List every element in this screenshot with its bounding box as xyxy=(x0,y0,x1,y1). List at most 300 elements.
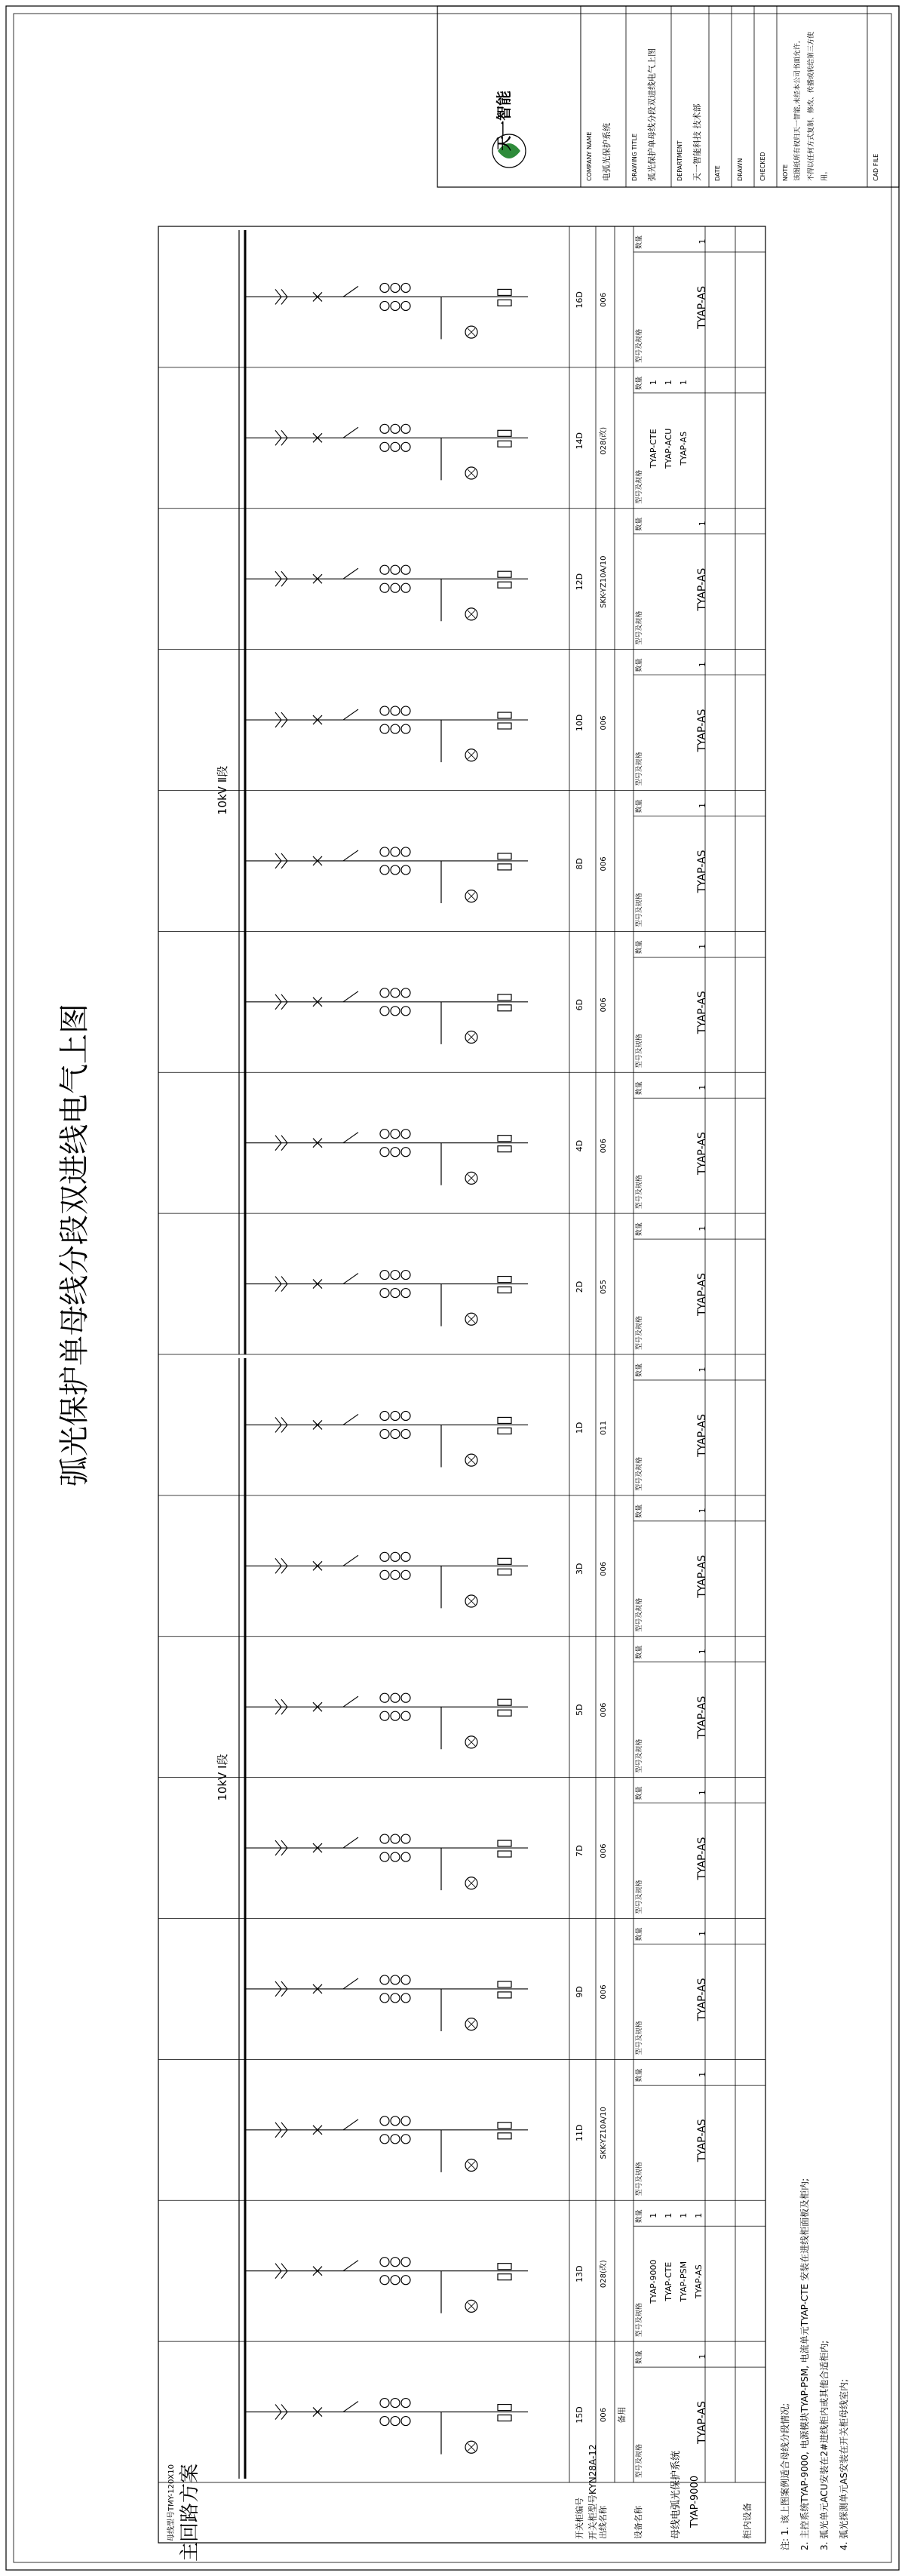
cabinet-4D xyxy=(158,1072,765,1209)
cabinet-number: 11D xyxy=(575,2124,584,2142)
device-model: TYAP-CTE xyxy=(649,429,658,469)
qty-header: 数量 xyxy=(636,376,643,390)
device-qty: 1 xyxy=(649,2212,658,2218)
surge-arrester xyxy=(498,1710,511,1716)
device-model: TYAP-ACU xyxy=(664,428,673,469)
surge-arrester xyxy=(498,864,511,870)
ct-coil xyxy=(380,1411,389,1420)
switch-blade xyxy=(343,1696,358,1707)
switch-blade xyxy=(343,2261,358,2271)
surge-arrester xyxy=(498,2415,511,2421)
device-model: TYAP-AS xyxy=(696,1695,708,1739)
ct-coil xyxy=(401,1289,410,1298)
title-block-field-label: DATE xyxy=(714,165,721,181)
ct-coil xyxy=(391,283,400,292)
device-model: TYAP-AS xyxy=(696,850,708,893)
cabinet-11D xyxy=(158,2059,765,2196)
ct-coil xyxy=(391,706,400,715)
device-qty: 1 xyxy=(694,2212,704,2218)
cabinet-number: 3D xyxy=(575,1563,584,1575)
ct-coil xyxy=(380,1711,389,1720)
surge-arrester xyxy=(498,853,511,859)
ct-coil xyxy=(380,706,389,715)
device-model: TYAP-AS xyxy=(679,431,689,466)
title-block-field-label: CHECKED xyxy=(759,152,766,181)
model-spec-header: 型号及规格 xyxy=(636,610,643,645)
cabinet-5D xyxy=(158,1637,765,1773)
cabinet-number: 4D xyxy=(575,1139,584,1152)
device-qty: 1 xyxy=(698,1931,707,1936)
ct-coil xyxy=(380,1570,389,1579)
cabinet-12D xyxy=(158,509,765,645)
row-label-system-model: TYAP-9000 xyxy=(689,2475,701,2528)
cabinet-number: 6D xyxy=(575,999,584,1011)
cabinet-number: 14D xyxy=(575,432,584,450)
device-model: TYAP-AS xyxy=(696,1978,708,2021)
ct-coil xyxy=(401,1834,410,1843)
ct-coil xyxy=(391,1411,400,1420)
ct-coil xyxy=(380,1429,389,1438)
cabinet-6D xyxy=(158,931,765,1068)
note-line: 4. 弧光探测单元AS安装在开关柜母线室内; xyxy=(839,2378,849,2550)
ct-coil xyxy=(391,1711,400,1720)
qty-header: 数量 xyxy=(636,1927,643,1941)
cabinet-14D xyxy=(158,367,765,504)
device-qty: 1 xyxy=(679,380,689,386)
ct-coil xyxy=(401,301,410,310)
cabinet-number: 2D xyxy=(575,1280,584,1293)
device-model: TYAP-AS xyxy=(694,2264,704,2299)
ct-coil xyxy=(401,1429,410,1438)
ct-coil xyxy=(401,1130,410,1139)
ct-coil xyxy=(401,988,410,998)
ct-coil xyxy=(401,583,410,592)
scheme-number: 006 xyxy=(600,2408,608,2423)
logo-text: 天一智能 xyxy=(495,91,513,151)
scheme-number: 006 xyxy=(600,1561,608,1576)
device-qty: 1 xyxy=(698,1508,707,1514)
surge-arrester xyxy=(498,1558,511,1564)
qty-header: 数量 xyxy=(636,658,643,672)
switch-blade xyxy=(343,568,358,579)
surge-arrester xyxy=(498,1428,511,1434)
ct-coil xyxy=(391,1130,400,1139)
surge-arrester xyxy=(498,1569,511,1575)
switch-blade xyxy=(343,991,358,1002)
ct-coil xyxy=(391,1148,400,1157)
model-spec-header: 型号及规格 xyxy=(636,893,643,927)
row-label-cabinet-no: 开关柜编号 xyxy=(575,2498,584,2539)
surge-arrester xyxy=(498,1840,511,1846)
ct-coil xyxy=(401,865,410,875)
model-spec-header: 型号及规格 xyxy=(636,328,643,363)
model-spec-header: 型号及规格 xyxy=(636,1175,643,1210)
cabinet-10D xyxy=(158,650,765,786)
ct-coil xyxy=(380,2276,389,2285)
cabinet-number: 16D xyxy=(575,291,584,309)
ct-coil xyxy=(401,424,410,433)
scheme-number: 006 xyxy=(600,1984,608,2000)
switch-blade xyxy=(343,1837,358,1848)
device-qty: 1 xyxy=(698,521,707,527)
model-spec-header: 型号及规格 xyxy=(636,1315,643,1350)
surge-arrester xyxy=(498,1005,511,1011)
qty-header: 数量 xyxy=(636,1504,643,1518)
scheme-number: 006 xyxy=(600,1702,608,1717)
ct-coil xyxy=(380,1271,389,1280)
qty-header: 数量 xyxy=(636,1081,643,1096)
model-spec-header: 型号及规格 xyxy=(636,1880,643,1914)
ct-coil xyxy=(401,1711,410,1720)
ct-coil xyxy=(380,847,389,856)
device-qty: 1 xyxy=(679,2212,689,2218)
busbar-section-1-label: 10kV Ⅰ段 xyxy=(216,1754,229,1801)
title-block-field-label: DRAWN xyxy=(737,158,744,181)
ct-coil xyxy=(391,424,400,433)
ct-coil xyxy=(380,724,389,733)
ct-coil xyxy=(391,1570,400,1579)
ct-coil xyxy=(391,1429,400,1438)
ct-coil xyxy=(380,2399,389,2408)
model-spec-header: 型号及规格 xyxy=(636,469,643,504)
ct-coil xyxy=(391,988,400,998)
ct-coil xyxy=(391,1552,400,1561)
ct-coil xyxy=(380,865,389,875)
scheme-number: SKK-YZ10A/10 xyxy=(600,2107,608,2159)
ct-coil xyxy=(391,724,400,733)
page-title: 弧光保护单母线分段双进线电气上图 xyxy=(57,1004,92,1486)
qty-header: 数量 xyxy=(636,2068,643,2083)
device-qty: 1 xyxy=(698,803,707,808)
surge-arrester xyxy=(498,1277,511,1283)
device-qty: 1 xyxy=(698,2071,707,2077)
cabinet-number: 1D xyxy=(575,1422,584,1434)
switch-blade xyxy=(343,2402,358,2412)
device-qty: 1 xyxy=(664,380,673,386)
switch-blade xyxy=(343,1555,358,1566)
device-qty: 1 xyxy=(698,1084,707,1090)
scheme-number: 006 xyxy=(600,1843,608,1858)
qty-header: 数量 xyxy=(636,235,643,249)
ct-coil xyxy=(380,1834,389,1843)
device-model: TYAP-AS xyxy=(696,2119,708,2163)
surge-arrester xyxy=(498,571,511,577)
scheme-number: 006 xyxy=(600,998,608,1013)
model-spec-header: 型号及规格 xyxy=(636,1034,643,1068)
ct-coil xyxy=(401,1007,410,1016)
ct-coil xyxy=(380,565,389,574)
device-model: TYAP-AS xyxy=(696,1554,708,1598)
device-model: TYAP-AS xyxy=(696,1273,708,1317)
row-label-device-name: 设备名称 xyxy=(634,2506,643,2539)
scheme-number: 028(改) xyxy=(600,2260,608,2289)
ct-coil xyxy=(401,1975,410,1984)
cabinet-1D xyxy=(158,1354,765,1491)
title-block-note-line: 不得以任何方式复制、修改、传播或转给第三方使 xyxy=(808,31,815,181)
ct-coil xyxy=(401,2258,410,2267)
ct-coil xyxy=(401,442,410,451)
company-logo xyxy=(492,91,526,168)
qty-header: 数量 xyxy=(636,1645,643,1659)
row-label-system-name: 母线电弧光保护系统 xyxy=(670,2450,682,2539)
title-block-field-label: CAD FILE xyxy=(873,153,879,181)
switch-blade xyxy=(343,1978,358,1989)
model-spec-header: 型号及规格 xyxy=(636,2303,643,2338)
device-qty: 1 xyxy=(698,2353,707,2359)
ct-coil xyxy=(391,1975,400,1984)
device-model: TYAP-AS xyxy=(696,1413,708,1457)
ct-coil xyxy=(401,1993,410,2003)
surge-arrester xyxy=(498,1699,511,1705)
qty-header: 数量 xyxy=(636,799,643,813)
ct-coil xyxy=(401,283,410,292)
ct-coil xyxy=(391,1289,400,1298)
device-qty: 1 xyxy=(698,1649,707,1655)
title-block-field-label: DRAWING TITLE xyxy=(631,133,638,181)
ct-coil xyxy=(380,583,389,592)
model-spec-header: 型号及规格 xyxy=(636,2443,643,2478)
device-model: TYAP-AS xyxy=(696,285,708,329)
cabinet-number: 12D xyxy=(575,573,584,591)
surge-arrester xyxy=(498,1146,511,1152)
ct-coil xyxy=(380,988,389,998)
ct-coil xyxy=(401,1693,410,1702)
ct-coil xyxy=(401,1148,410,1157)
surge-arrester xyxy=(498,1287,511,1293)
model-spec-header: 型号及规格 xyxy=(636,752,643,786)
device-model: TYAP-AS xyxy=(696,2401,708,2445)
device-qty: 1 xyxy=(698,238,707,244)
diagram-frame xyxy=(158,226,765,2543)
scheme-number: 006 xyxy=(600,715,608,730)
ct-coil xyxy=(391,2116,400,2126)
ct-coil xyxy=(401,706,410,715)
model-spec-header: 型号及规格 xyxy=(636,1456,643,1491)
ct-coil xyxy=(391,1834,400,1843)
surge-arrester xyxy=(498,289,511,295)
switch-blade xyxy=(343,1414,358,1425)
ct-coil xyxy=(391,847,400,856)
ct-coil xyxy=(401,724,410,733)
note-line: 注: 1. 该上图案例适合母线分段情况; xyxy=(780,2402,790,2550)
surge-arrester xyxy=(498,723,511,729)
device-model: TYAP-CTE xyxy=(664,2261,673,2301)
ct-coil xyxy=(391,2276,400,2285)
surge-arrester xyxy=(498,300,511,306)
scheme-number: 006 xyxy=(600,292,608,307)
device-qty: 1 xyxy=(698,1790,707,1796)
ct-coil xyxy=(380,2116,389,2126)
ct-coil xyxy=(391,583,400,592)
cabinet-number: 7D xyxy=(575,1845,584,1857)
cabinet-number: 13D xyxy=(575,2265,584,2282)
title-block-note-line: 该图纸所有权归天一智能,未经本公司书面允许, xyxy=(794,41,802,181)
ct-coil xyxy=(391,1007,400,1016)
device-model: TYAP-AS xyxy=(696,1837,708,1880)
ct-coil xyxy=(391,442,400,451)
ct-coil xyxy=(401,847,410,856)
scheme-number: 055 xyxy=(600,1280,608,1295)
qty-header: 数量 xyxy=(636,1222,643,1237)
surge-arrester xyxy=(498,994,511,1001)
qty-header: 数量 xyxy=(636,940,643,954)
title-block-field-label: DEPARTMENT xyxy=(676,140,683,181)
cabinet-9D xyxy=(158,1919,765,2055)
surge-arrester xyxy=(498,441,511,447)
ct-coil xyxy=(401,565,410,574)
cabinet-8D xyxy=(158,791,765,927)
ct-coil xyxy=(380,1693,389,1702)
cabinet-number: 8D xyxy=(575,858,584,870)
qty-header: 数量 xyxy=(636,517,643,531)
device-qty: 1 xyxy=(698,1366,707,1373)
cabinet-3D xyxy=(158,1495,765,1632)
surge-arrester xyxy=(498,2274,511,2280)
title-block-field-value: 天一智能科技 技术部 xyxy=(692,103,702,181)
ct-coil xyxy=(391,1993,400,2003)
ct-coil xyxy=(391,1271,400,1280)
surge-arrester xyxy=(498,582,511,588)
note-line: 2. 主控系统TYAP-9000, 电源模块TYAP-PSM, 电流单元TYAP-CTE 安装在进线柜面板及柜内; xyxy=(799,2178,810,2550)
switch-blade xyxy=(343,850,358,861)
surge-arrester xyxy=(498,2405,511,2411)
row-label-internal-equipment: 柜内设备 xyxy=(742,2502,753,2539)
ct-coil xyxy=(380,1552,389,1561)
device-qty: 1 xyxy=(698,662,707,668)
title-block-field-value: 电弧光保护系统 xyxy=(602,123,612,181)
cabinet-number: 15D xyxy=(575,2406,584,2424)
ct-coil xyxy=(401,1852,410,1861)
scheme-number: 028(改) xyxy=(600,426,608,455)
switch-blade xyxy=(343,427,358,438)
device-qty: 1 xyxy=(698,1225,707,1231)
ct-coil xyxy=(380,442,389,451)
ct-coil xyxy=(401,1411,410,1420)
ct-coil xyxy=(401,2417,410,2426)
ct-coil xyxy=(401,1570,410,1579)
ct-coil xyxy=(380,283,389,292)
title-block-note-line: 用。 xyxy=(821,167,829,181)
scheme-number: 006 xyxy=(600,1139,608,1154)
ct-coil xyxy=(401,2135,410,2144)
cabinet-2D xyxy=(158,1213,765,1350)
scheme-number: 011 xyxy=(600,1420,608,1435)
switch-blade xyxy=(343,1133,358,1143)
surge-arrester xyxy=(498,2123,511,2129)
ct-coil xyxy=(391,2399,400,2408)
ct-coil xyxy=(401,2276,410,2285)
ct-coil xyxy=(391,1852,400,1861)
cabinet-7D xyxy=(158,1778,765,1914)
inner-border xyxy=(14,14,891,2562)
ct-coil xyxy=(391,2417,400,2426)
title-block-field-label: NOTE xyxy=(782,164,789,181)
surge-arrester xyxy=(498,2264,511,2270)
ct-coil xyxy=(380,1130,389,1139)
scheme-number: SKK-YZ10A/10 xyxy=(600,555,608,608)
ct-coil xyxy=(401,1552,410,1561)
title-block-field-value: 弧光保护单母线分段双进线电气上图 xyxy=(647,48,657,181)
ct-coil xyxy=(380,2417,389,2426)
qty-header: 数量 xyxy=(636,1786,643,1800)
cabinet-number: 9D xyxy=(575,1986,584,1998)
ct-coil xyxy=(391,2258,400,2267)
line-name: 备用 xyxy=(617,2406,627,2424)
surge-arrester xyxy=(498,1981,511,1987)
switch-blade xyxy=(343,709,358,720)
busbar-model: 母线型号TMY-120X10 xyxy=(167,2464,176,2541)
ct-coil xyxy=(401,1271,410,1280)
device-qty: 1 xyxy=(698,943,707,949)
qty-header: 数量 xyxy=(636,2209,643,2224)
device-model: TYAP-PSM xyxy=(679,2261,689,2302)
row-label-line-name: 出线名称 xyxy=(598,2506,608,2539)
ct-coil xyxy=(380,1993,389,2003)
device-model: TYAP-AS xyxy=(696,991,708,1034)
surge-arrester xyxy=(498,2133,511,2139)
busbar-section-2-label: 10kV Ⅱ段 xyxy=(216,765,229,816)
qty-header: 数量 xyxy=(636,1363,643,1377)
ct-coil xyxy=(401,2116,410,2126)
cabinet-number: 10D xyxy=(575,714,584,732)
model-spec-header: 型号及规格 xyxy=(636,1597,643,1632)
ct-coil xyxy=(380,301,389,310)
ct-coil xyxy=(391,565,400,574)
ct-coil xyxy=(391,301,400,310)
cabinet-16D xyxy=(158,226,765,363)
ct-coil xyxy=(391,1693,400,1702)
model-spec-header: 型号及规格 xyxy=(636,1738,643,1773)
main-circuit-label: 主回路方案 xyxy=(179,2463,201,2562)
cabinet-number: 5D xyxy=(575,1704,584,1716)
surge-arrester xyxy=(498,430,511,436)
ct-coil xyxy=(391,2135,400,2144)
switchgear-model: 开关柜型号KYN28A-12 xyxy=(587,2444,598,2540)
device-qty: 1 xyxy=(664,2212,673,2218)
ct-coil xyxy=(380,1148,389,1157)
device-qty: 1 xyxy=(649,380,658,386)
device-model: TYAP-AS xyxy=(696,1132,708,1176)
note-line: 3. 弧光单元ACU安装在2#进线柜内或其他合适柜内; xyxy=(819,2340,830,2550)
surge-arrester xyxy=(498,712,511,718)
ct-coil xyxy=(391,865,400,875)
surge-arrester xyxy=(498,1992,511,1998)
device-model: TYAP-9000 xyxy=(649,2259,658,2304)
ct-coil xyxy=(380,1289,389,1298)
model-spec-header: 型号及规格 xyxy=(636,2021,643,2055)
device-model: TYAP-AS xyxy=(696,709,708,752)
ct-coil xyxy=(380,1975,389,1984)
switch-blade xyxy=(343,2120,358,2130)
surge-arrester xyxy=(498,1851,511,1857)
switch-blade xyxy=(343,1274,358,1284)
ct-coil xyxy=(380,2258,389,2267)
ct-coil xyxy=(401,2399,410,2408)
device-model: TYAP-AS xyxy=(696,567,708,611)
model-spec-header: 型号及规格 xyxy=(636,2162,643,2196)
ct-coil xyxy=(380,1007,389,1016)
surge-arrester xyxy=(498,1417,511,1423)
cabinet-13D xyxy=(158,2200,765,2337)
qty-header: 数量 xyxy=(636,2350,643,2365)
ct-coil xyxy=(380,1852,389,1861)
scheme-number: 006 xyxy=(600,856,608,871)
surge-arrester xyxy=(498,1136,511,1142)
title-block xyxy=(437,6,899,187)
ct-coil xyxy=(380,424,389,433)
switch-blade xyxy=(343,286,358,297)
ct-coil xyxy=(380,2135,389,2144)
